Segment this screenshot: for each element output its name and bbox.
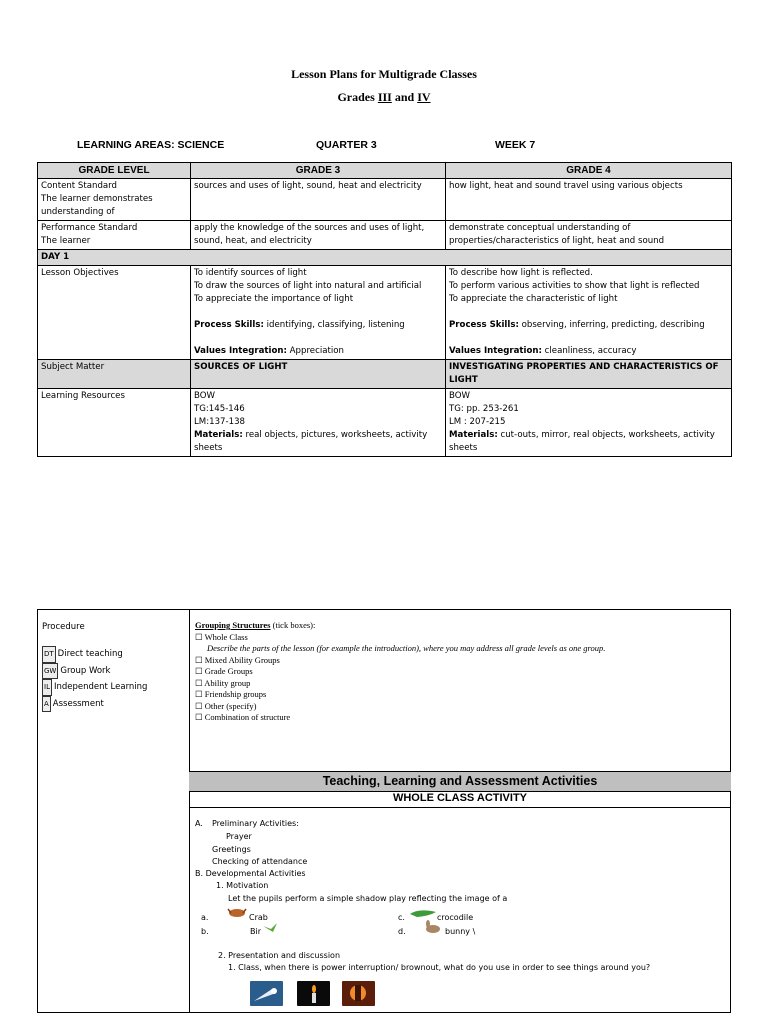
objective-line: To perform various activities to show that light is reflected [449, 281, 700, 291]
values-label: Values Integration: [449, 346, 542, 356]
subject-matter-label: Subject Matter [38, 360, 191, 389]
lamp-icon [342, 981, 375, 1006]
values-label: Values Integration: [194, 346, 287, 356]
resource-line: TG:145-146 [194, 404, 245, 414]
other-checkbox[interactable]: ☐ Other (specify) [195, 700, 257, 711]
resources-g4 [446, 389, 732, 457]
grouping-title-line [195, 620, 605, 632]
materials-g4 [449, 429, 728, 455]
process-skills-value: identifying, classifying, listening [263, 320, 405, 330]
grouping-title: Grouping Structures [195, 620, 271, 630]
objectives-label: Lesson Objectives [38, 266, 191, 360]
il-icon: IL [42, 679, 52, 696]
week: WEEK 7 [495, 139, 536, 151]
values-value: cleanliness, accuracy [541, 346, 637, 356]
legend-group-work [42, 663, 147, 680]
legend-direct-teaching [42, 646, 147, 663]
motivation-text: Let the pupils perform a simple shadow play reflecting the image of a [228, 894, 508, 903]
content-standard-g4: how light, heat and sound travel using various objects [446, 179, 732, 221]
objective-line: To draw the sources of light into natural and artificial [194, 281, 422, 291]
question: 1. Class, when there is power interruption/ brownout, what do you use in order to see things around you? [228, 963, 651, 972]
grouping-suffix: (tick boxes): [270, 620, 316, 630]
item-a-name: Crab [249, 913, 268, 922]
tla-title: Teaching, Learning and Assessment Activities [189, 771, 731, 792]
resources-row [38, 389, 732, 457]
mixed-ability-checkbox[interactable]: ☐ Mixed Ability Groups [195, 654, 280, 665]
materials-value: real objects, pictures, worksheets, activity sheets [194, 430, 428, 453]
document-title: Lesson Plans for Multigrade Classes [291, 67, 477, 81]
resources-g3 [191, 389, 446, 457]
legend-text: Direct teaching [57, 649, 123, 659]
resources-label: Learning Resources [38, 389, 191, 457]
procedure-legend [42, 646, 147, 712]
greetings: Greetings [212, 845, 251, 854]
quarter: QUARTER 3 [316, 139, 377, 151]
motivation: 1. Motivation [216, 881, 269, 890]
legend-text: Independent Learning [53, 682, 148, 692]
presentation: 2. Presentation and discussion [218, 951, 341, 960]
header-grade-4: GRADE 4 [446, 163, 732, 179]
performance-standard-row [38, 221, 732, 250]
process-skills-g3 [194, 319, 442, 332]
item-c-name: crocodile [437, 913, 474, 922]
legend-independent-learning [42, 679, 147, 696]
day-row [38, 250, 732, 266]
materials-label: Materials: [449, 430, 498, 440]
objective-line: To appreciate the characteristic of light [449, 294, 618, 304]
materials-g3 [194, 429, 442, 455]
a-icon: A [42, 696, 51, 713]
candle-icon [297, 981, 330, 1006]
item-c-letter: c. [398, 913, 405, 922]
subject-matter-g3: SOURCES OF LIGHT [191, 360, 446, 389]
values-g3 [194, 345, 442, 358]
content-standard-g3: sources and uses of light, sound, heat and electricity [191, 179, 446, 221]
objective-line: To identify sources of light [194, 268, 307, 278]
grade-b: IV [417, 90, 431, 104]
item-d-name: bunny \ [445, 927, 476, 936]
crocodile-icon [409, 906, 437, 920]
objective-line: To appreciate the importance of light [194, 294, 354, 304]
grades-prefix: Grades [337, 90, 378, 104]
bunny-icon [422, 920, 442, 934]
objectives-row [38, 266, 732, 360]
ability-group-checkbox[interactable]: ☐ Ability group [195, 677, 251, 688]
values-value: Appreciation [286, 346, 344, 356]
developmental-activities: B. Developmental Activities [195, 869, 306, 878]
resource-line: LM : 207-215 [449, 417, 506, 427]
combination-checkbox[interactable]: ☐ Combination of structure [195, 712, 291, 722]
flashlight-icon [250, 981, 283, 1006]
process-skills-label: Process Skills: [194, 320, 264, 330]
whole-class-checkbox[interactable]: ☐ Whole Class [195, 631, 248, 642]
process-skills-g4 [449, 319, 728, 332]
friendship-groups-checkbox[interactable]: ☐ Friendship groups [195, 689, 267, 699]
item-b-letter: b. [201, 927, 209, 936]
header-grade-3: GRADE 3 [191, 163, 446, 179]
resource-line: TG: pp. 253-261 [449, 404, 519, 414]
legend-text: Group Work [60, 665, 111, 676]
content-standard-label: Content Standard The learner demonstrates understanding of [38, 179, 191, 221]
grades-line [0, 90, 768, 105]
resource-line: BOW [449, 391, 471, 401]
item-d-letter: d. [398, 927, 406, 936]
activity-a-label: A. [195, 819, 203, 828]
performance-standard-g3: apply the knowledge of the sources and uses of light, sound, heat, and electricity [191, 221, 446, 250]
procedure-label: Procedure [42, 622, 85, 632]
learning-areas: LEARNING AREAS: SCIENCE [77, 139, 225, 151]
grades-and: and [391, 90, 418, 104]
process-skills-label: Process Skills: [449, 320, 519, 330]
grouping-structures [195, 620, 605, 724]
subject-matter-g4: INVESTIGATING PROPERTIES AND CHARACTERISTICS OF LIGHT [446, 360, 732, 389]
lesson-table [37, 162, 732, 457]
procedure-divider [189, 609, 190, 1013]
table-header-row [38, 163, 732, 179]
performance-standard-g4: demonstrate conceptual understanding of properties/characteristics of light, heat and sound [446, 221, 732, 250]
attendance: Checking of attendance [212, 857, 308, 866]
gw-icon: GW [42, 663, 58, 680]
dt-icon: DT [42, 646, 56, 663]
resource-line: LM:137-138 [194, 417, 246, 427]
objective-line: To describe how light is reflected. [449, 268, 593, 278]
day-label: DAY 1 [38, 250, 732, 266]
content-standard-row [38, 179, 732, 221]
grade-groups-checkbox[interactable]: ☐ Grade Groups [195, 666, 253, 676]
process-skills-value: observing, inferring, predicting, describing [518, 320, 705, 330]
subject-matter-row [38, 360, 732, 389]
whole-class-activity-title: WHOLE CLASS ACTIVITY [189, 790, 731, 808]
performance-standard-label: Performance Standard The learner [38, 221, 191, 250]
legend-assessment [42, 696, 147, 713]
preliminary-activities: Preliminary Activities: [212, 819, 299, 828]
values-g4 [449, 345, 728, 358]
materials-value: cut-outs, mirror, real objects, worksheets, activity sheets [449, 430, 715, 453]
objectives-g4 [446, 266, 732, 360]
crab-icon [226, 905, 248, 919]
header-grade-level: GRADE LEVEL [38, 163, 191, 179]
prayer: Prayer [226, 832, 252, 841]
materials-label: Materials: [194, 430, 243, 440]
item-b-name: Bir [250, 927, 261, 936]
resource-line: BOW [194, 391, 216, 401]
item-a-letter: a. [201, 913, 209, 922]
legend-text: Assessment [52, 698, 104, 709]
bird-icon [261, 920, 279, 936]
grade-a: III [377, 90, 392, 104]
whole-class-description: Describe the parts of the lesson (for example the introduction), where you may address all grade levels as one group. [207, 643, 606, 653]
objectives-g3 [191, 266, 446, 360]
